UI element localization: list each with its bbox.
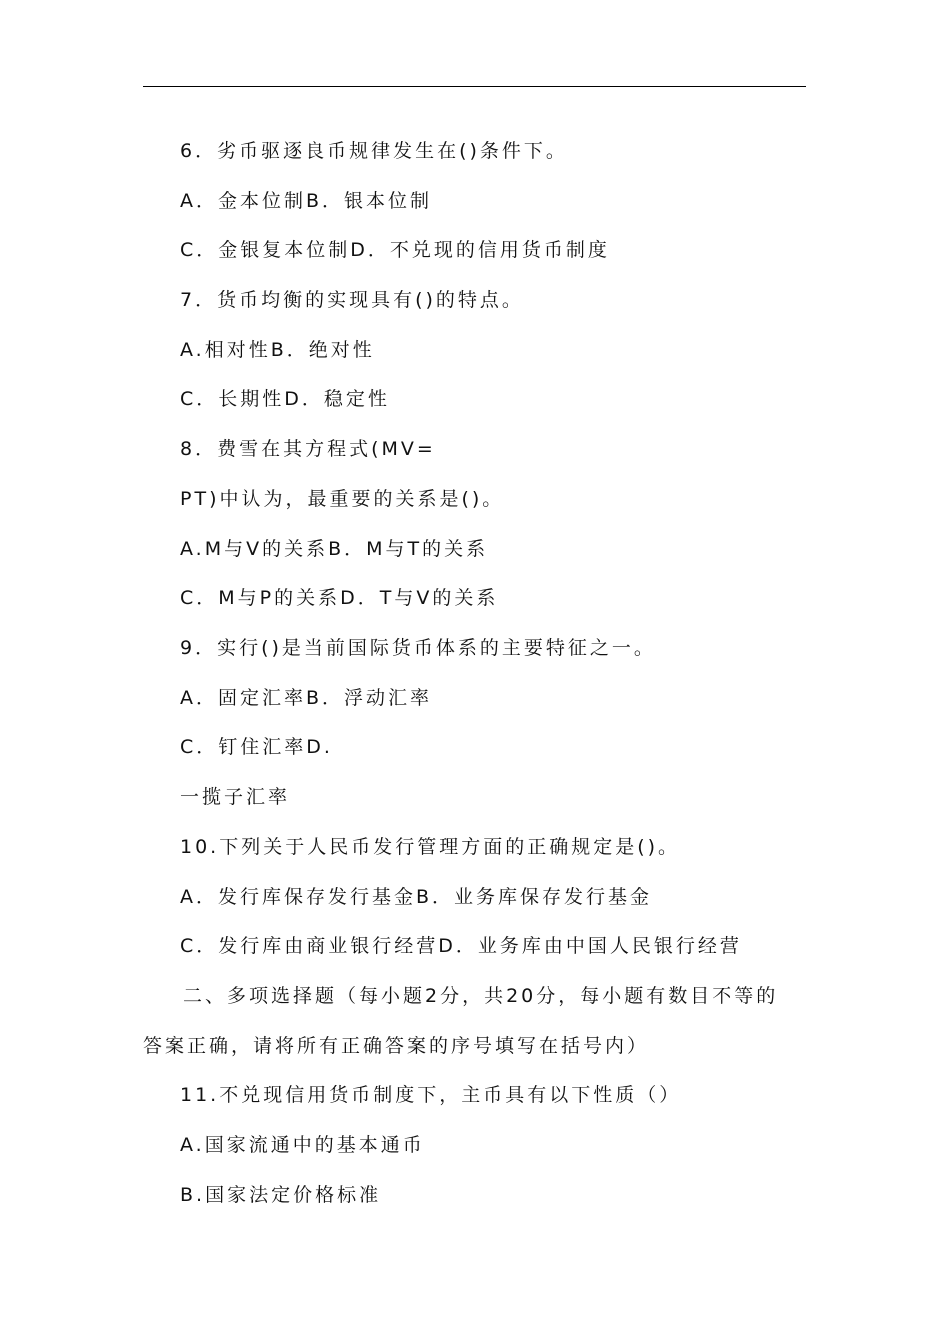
question-11-option-a: A.国家流通中的基本通币 — [180, 1134, 425, 1156]
question-8-text-line2: PT)中认为，最重要的关系是()。 — [180, 488, 505, 510]
question-10-text: 10.下列关于人民币发行管理方面的正确规定是()。 — [180, 836, 681, 858]
question-6-text: 6．劣币驱逐良币规律发生在()条件下。 — [180, 140, 568, 162]
question-11-option-b: B.国家法定价格标准 — [180, 1184, 382, 1206]
question-8-options-cd: C．M与P的关系D．T与V的关系 — [180, 587, 499, 609]
question-8-text-line1: 8．费雪在其方程式(MV= — [180, 438, 436, 460]
question-6-options-ab: A．金本位制B．银本位制 — [180, 190, 433, 212]
question-10-options-cd: C．发行库由商业银行经营D．业务库由中国人民银行经营 — [180, 935, 742, 957]
section-2-heading-line1: 二、多项选择题（每小题2分，共20分，每小题有数目不等的 — [183, 985, 779, 1007]
section-2-heading-line2: 答案正确，请将所有正确答案的序号填写在括号内） — [143, 1035, 650, 1057]
question-9-options-cd-line2: 一揽子汇率 — [180, 786, 291, 808]
question-9-options-cd-line1: C．钉住汇率D. — [180, 736, 333, 758]
question-7-text: 7．货币均衡的实现具有()的特点。 — [180, 289, 524, 311]
question-11-text: 11.不兑现信用货币制度下，主币具有以下性质（） — [180, 1084, 682, 1106]
question-7-options-ab: A.相对性B．绝对性 — [180, 339, 375, 361]
question-6-options-cd: C．金银复本位制D．不兑现的信用货币制度 — [180, 239, 610, 261]
question-9-text: 9．实行()是当前国际货币体系的主要特征之一。 — [180, 637, 656, 659]
question-8-options-ab: A.M与V的关系B．M与T的关系 — [180, 538, 489, 560]
question-7-options-cd: C．长期性D．稳定性 — [180, 388, 390, 410]
question-10-options-ab: A．发行库保存发行基金B．业务库保存发行基金 — [180, 886, 653, 908]
question-9-options-ab: A．固定汇率B．浮动汇率 — [180, 687, 433, 709]
